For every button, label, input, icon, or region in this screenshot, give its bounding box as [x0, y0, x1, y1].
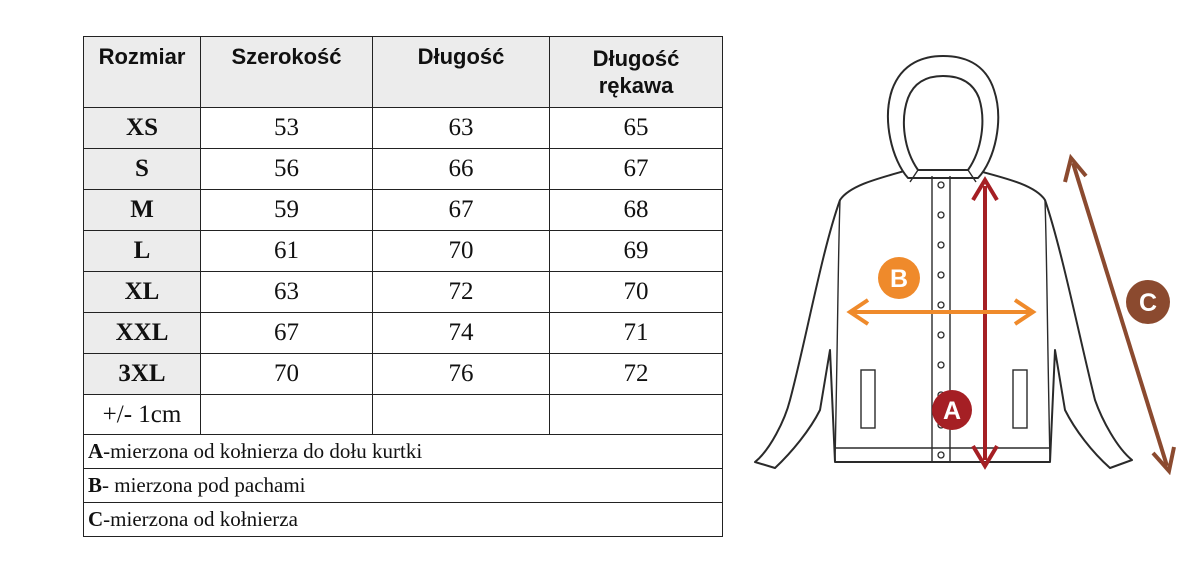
- tolerance-row: [84, 395, 723, 435]
- sleeve-cell: 68: [550, 190, 723, 231]
- length-cell: 76: [373, 354, 550, 395]
- empty-cell: [373, 395, 550, 435]
- header-sleeve: [550, 37, 723, 108]
- size-cell: XXL: [84, 313, 201, 354]
- note-a-text: -mierzona od kołnierza do dołu kurtki: [103, 439, 423, 463]
- note-c: [84, 503, 723, 537]
- length-cell: 74: [373, 313, 550, 354]
- jacket-hood-inner: [904, 76, 982, 170]
- sleeve-cell: 71: [550, 313, 723, 354]
- table-row: [84, 231, 723, 272]
- table-row: [84, 190, 723, 231]
- table-row: [84, 149, 723, 190]
- note-row-c: [84, 503, 723, 537]
- table-row: [84, 313, 723, 354]
- note-b-text: - mierzona pod pachami: [102, 473, 306, 497]
- table-row: [84, 108, 723, 149]
- note-a-letter: A: [88, 439, 104, 463]
- width-cell: 63: [201, 272, 373, 313]
- empty-cell: [201, 395, 373, 435]
- sleeve-cell: 67: [550, 149, 723, 190]
- size-cell: 3XL: [84, 354, 201, 395]
- sleeve-cell: 70: [550, 272, 723, 313]
- tolerance-cell: +/- 1cm: [84, 395, 201, 435]
- size-chart-table: [83, 36, 723, 537]
- header-sleeve-line2: rękawa: [598, 73, 674, 98]
- size-cell: S: [84, 149, 201, 190]
- header-size: Rozmiar: [84, 37, 201, 108]
- empty-cell: [550, 395, 723, 435]
- size-cell: XS: [84, 108, 201, 149]
- jacket-measurement-diagram: [745, 50, 1185, 475]
- width-cell: 67: [201, 313, 373, 354]
- width-cell: 59: [201, 190, 373, 231]
- table-row: [84, 354, 723, 395]
- header-sleeve-line1: Długość: [592, 46, 680, 71]
- size-cell: L: [84, 231, 201, 272]
- header-length: Długość: [373, 37, 550, 108]
- measure-b-label: B: [889, 265, 909, 293]
- width-cell: 53: [201, 108, 373, 149]
- length-cell: 67: [373, 190, 550, 231]
- length-cell: 66: [373, 149, 550, 190]
- length-cell: 63: [373, 108, 550, 149]
- header-width: Szerokość: [201, 37, 373, 108]
- note-c-letter: C: [88, 507, 104, 531]
- note-c-text: -mierzona od kołnierza: [103, 507, 298, 531]
- length-cell: 70: [373, 231, 550, 272]
- width-cell: 70: [201, 354, 373, 395]
- width-cell: 61: [201, 231, 373, 272]
- table-row: [84, 272, 723, 313]
- note-b: [84, 469, 723, 503]
- note-row-a: [84, 435, 723, 469]
- measure-a-label: A: [942, 397, 962, 425]
- note-a: [84, 435, 723, 469]
- size-cell: XL: [84, 272, 201, 313]
- sleeve-cell: 72: [550, 354, 723, 395]
- note-b-letter: B: [88, 473, 103, 497]
- sleeve-cell: 69: [550, 231, 723, 272]
- length-cell: 72: [373, 272, 550, 313]
- measure-c-label: C: [1138, 289, 1158, 317]
- table-header-row: [84, 37, 723, 108]
- size-cell: M: [84, 190, 201, 231]
- sleeve-cell: 65: [550, 108, 723, 149]
- note-row-b: [84, 469, 723, 503]
- width-cell: 56: [201, 149, 373, 190]
